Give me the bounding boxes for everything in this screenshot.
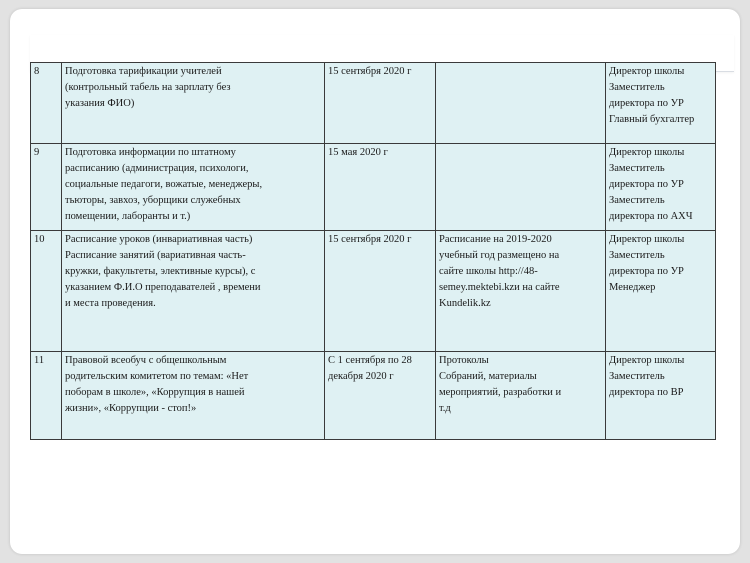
task-cell: Подготовка информации по штатному расписанию (администрация, психологи, социальные педагоги, вожатые, менеджеры, тьюторы, завхоз, уборщики служебных помещении, лаборанты и т.) [62,144,325,231]
task-cell: Правовой всеобуч с общешкольным родительским комитетом по темам: «Нет поборам в школе», «Коррупция в нашей жизни», «Коррупции - стоп!» [62,352,325,440]
responsible-cell: Директор школы Заместитель директора по УР Заместитель директора по АХЧ [606,144,716,231]
responsible-cell: Директор школы Заместитель директора по УР Главный бухгалтер [606,63,716,144]
row-number-cell: 10 [31,231,62,352]
deadline-cell: 15 сентября 2020 г [325,231,436,352]
deadline-cell: С 1 сентября по 28 декабря 2020 г [325,352,436,440]
responsible-cell: Директор школы Заместитель директора по ВР [606,352,716,440]
deadline-cell: 15 сентября 2020 г [325,63,436,144]
task-cell: Расписание уроков (инвариативная часть) Расписание занятий (вариативная часть- кружки, факультеты, элективные курсы), с указанием Ф.И.О преподавателей , времени и места проведения. [62,231,325,352]
responsible-cell: Директор школы Заместитель директора по УР Менеджер [606,231,716,352]
table-row [31,352,716,440]
row-number-cell: 9 [31,144,62,231]
note-cell [436,63,606,144]
table-row [31,63,716,144]
row-number-cell: 11 [31,352,62,440]
table-row [31,144,716,231]
task-cell: Подготовка тарификации учителей (контрольный табель на зарплату без указания ФИО) [62,63,325,144]
plan-table [30,62,716,440]
deadline-cell: 15 мая 2020 г [325,144,436,231]
note-cell [436,144,606,231]
note-cell: Протоколы Собраний, материалы мероприятий, разработки и т.д [436,352,606,440]
row-number-cell: 8 [31,63,62,144]
note-cell: Расписание на 2019-2020 учебный год размещено на сайте школы http://48- semey.mektebi.kzи на сайте Kundelik.kz [436,231,606,352]
table-row [31,231,716,352]
